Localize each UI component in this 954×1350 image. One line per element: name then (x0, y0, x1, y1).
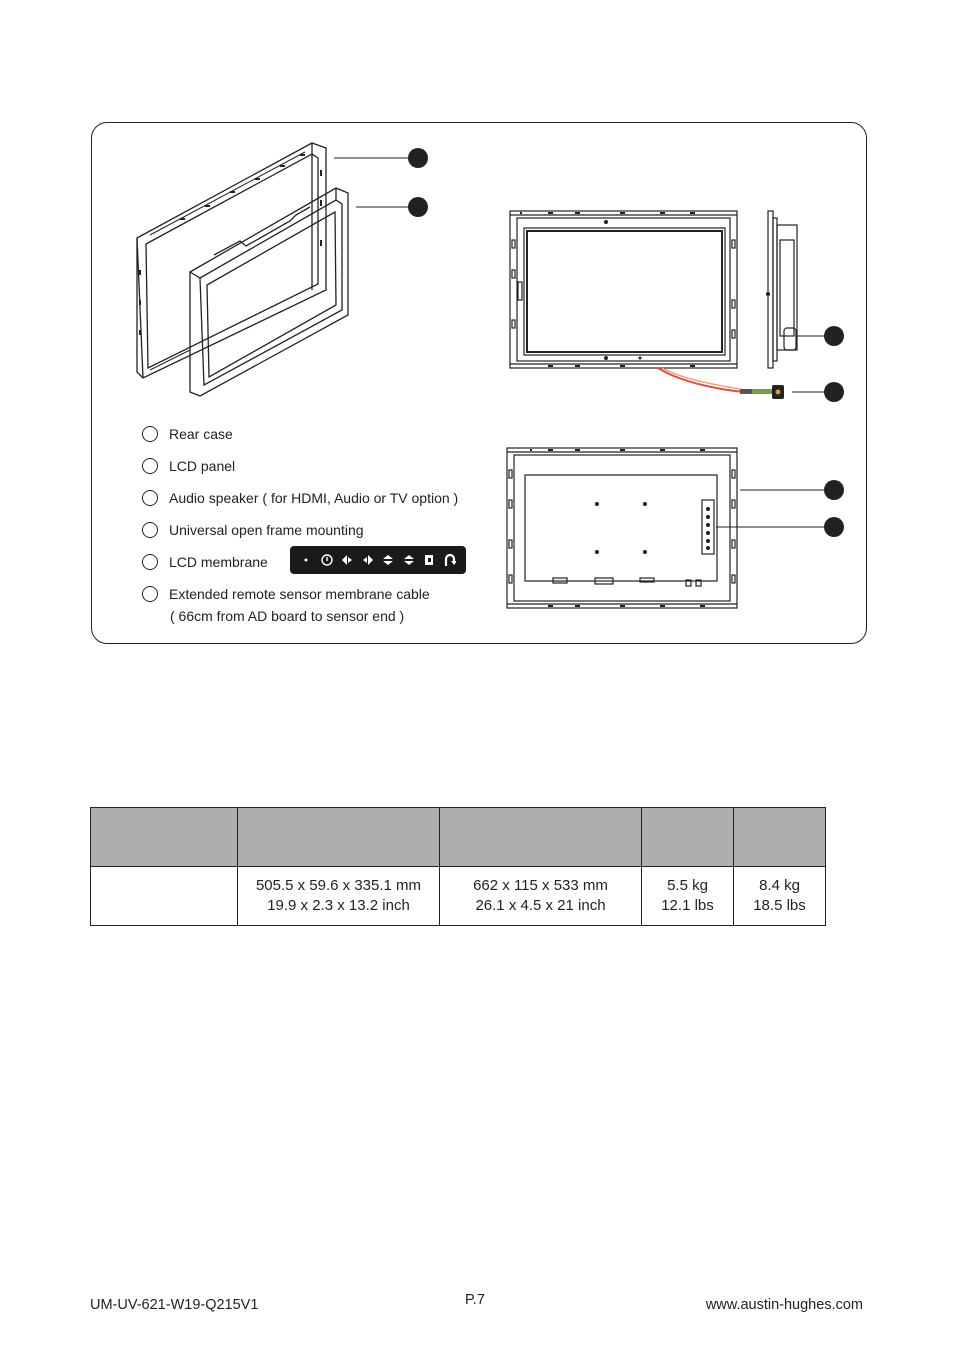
header-cell (91, 808, 238, 867)
cable-length-note: ( 66cm from AD board to sensor end ) (170, 608, 405, 624)
left-arrow-icon (340, 553, 354, 567)
up-down-arrow-icon (402, 553, 416, 567)
lcd-membrane-keypad (290, 546, 466, 574)
document-id: UM-UV-621-W19-Q215V1 (90, 1297, 259, 1313)
callout-marker-2 (408, 197, 428, 217)
legend-item-sensor-cable (142, 584, 430, 604)
legend-item-rear-case (142, 424, 233, 444)
spec-table (90, 807, 826, 926)
legend-circle-icon (142, 586, 158, 602)
gross-weight-cell (734, 867, 826, 926)
header-cell (642, 808, 734, 867)
legend-label: LCD membrane (169, 554, 268, 570)
carton-mm: 662 x 115 x 533 mm (473, 877, 608, 894)
side-view-drawing (766, 211, 797, 368)
dot-icon (299, 553, 313, 567)
callout-marker-3 (824, 326, 844, 346)
dimension-inch: 19.9 x 2.3 x 13.2 inch (267, 897, 410, 914)
legend-circle-icon (142, 458, 158, 474)
legend-circle-icon (142, 490, 158, 506)
legend-label: Rear case (169, 426, 233, 442)
page-number: P.7 (465, 1292, 485, 1308)
legend-label: LCD panel (169, 458, 236, 474)
callout-marker-5 (824, 517, 844, 537)
sensor-cable-drawing (658, 368, 784, 399)
model-cell (91, 867, 238, 926)
dimension-mm: 505.5 x 59.6 x 335.1 mm (255, 877, 422, 894)
right-arrow-icon (361, 553, 375, 567)
legend-item-mounting (142, 520, 364, 540)
legend-item-lcd-membrane (142, 552, 268, 572)
net-weight-lbs: 12.1 lbs (661, 897, 714, 914)
legend-circle-icon (142, 554, 158, 570)
rear-view-drawing (507, 448, 737, 608)
callout-marker-4 (824, 480, 844, 500)
lcd-panel-drawing (190, 188, 348, 396)
legend-circle-icon (142, 522, 158, 538)
header-cell (734, 808, 826, 867)
return-icon (443, 553, 457, 567)
legend-item-audio-speaker (142, 488, 458, 508)
table-header-row (91, 808, 826, 867)
power-icon (320, 553, 334, 567)
gross-weight-kg: 8.4 kg (759, 877, 800, 894)
legend-label: Extended remote sensor membrane cable (169, 586, 430, 602)
legend-label: Universal open frame mounting (169, 522, 364, 538)
website-link[interactable]: www.austin-hughes.com (705, 1297, 863, 1313)
legend-label: Audio speaker ( for HDMI, Audio or TV option ) (169, 490, 459, 506)
header-cell (238, 808, 440, 867)
front-view-drawing (510, 211, 737, 368)
header-cell (440, 808, 642, 867)
table-row (91, 867, 826, 926)
callout-marker-1 (408, 148, 428, 168)
net-weight-cell (642, 867, 734, 926)
gross-weight-lbs: 18.5 lbs (753, 897, 806, 914)
carton-inch: 26.1 x 4.5 x 21 inch (475, 897, 606, 914)
source-icon (422, 553, 436, 567)
net-weight-kg: 5.5 kg (667, 877, 708, 894)
callouts-left (334, 158, 408, 207)
callout-marker-6 (824, 382, 844, 402)
down-up-arrow-icon (381, 553, 395, 567)
legend-item-lcd-panel (142, 456, 235, 476)
carton-cell (440, 867, 642, 926)
legend-circle-icon (142, 426, 158, 442)
dimension-cell (238, 867, 440, 926)
